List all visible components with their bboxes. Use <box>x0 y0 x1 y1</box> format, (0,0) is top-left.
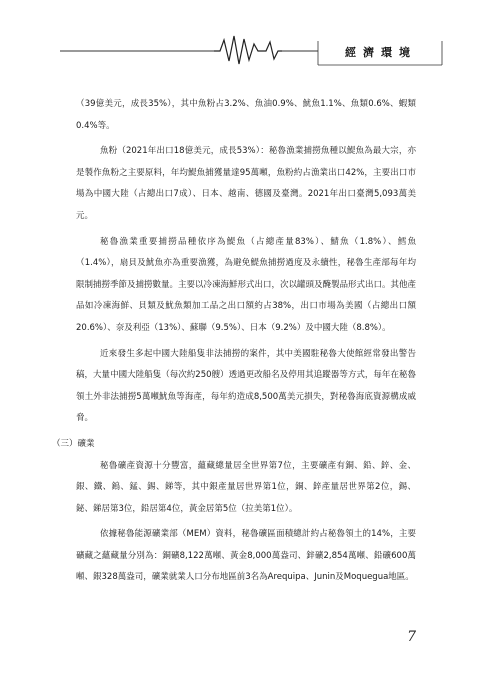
paragraph-fishery-exports: （39億美元，成長35%），其中魚粉占3.2%、魚油0.9%、魷魚1.1%、魚類0.6%、蝦類0.4%等。 <box>76 99 416 131</box>
header-title: 經濟環境 <box>345 46 417 59</box>
section-heading-mining: （三）礦業 <box>52 438 95 449</box>
paragraph-illegal-fishing: 近來發生多起中國大陸船隻非法捕撈的案件，其中美國駐秘魯大使館經常發出警告稿，大量中國大陸船隻（每次約250艘）透過更改船名及停用其追蹤器等方式，每年在秘魯領土外非法捕撈5萬噸魷魚等海產，每年約造成8,500萬美元損失，對秘魯海底資源構成威脅。 <box>76 348 416 424</box>
paragraph-fishing-species: 秘魯漁業重要捕撈品種依序為鯷魚（占總產量83%）、鯖魚（1.8%）、鱈魚（1.4%），扇貝及魷魚亦為重要漁獲，為避免鯷魚捕撈過度及永續性，秘魯生產部每年均限制捕撈季節及捕撈數量。主要以冷凍海鮮形式出口，次以罐頭及醃製品形式出口。其他產品如冷凍海鮮、貝類及魷魚類加工品之出口額約占38%，出口市場為美國（占總出口額20.6%）、奈及利亞（13%）、蘇聯（9.5%）、日本（9.2%）及中國大陸（8.8%）。 <box>76 236 417 333</box>
page-number: 7 <box>407 629 416 645</box>
paragraph-fishmeal: 魚粉（2021年出口18億美元，成長53%）：秘魯漁業捕撈魚種以鯷魚為最大宗，亦是製作魚粉之主要原料，年均鯷魚捕獲量達95萬噸，魚粉約占漁業出口42%，主要出口市場為中國大陸（占總出口7成）、日本、越南、德國及臺灣。2021年出口臺灣5,093萬美元。 <box>76 146 416 221</box>
paragraph-mining-reserves: 依據秘魯能源礦業部（MEM）資料，秘魯礦區面積總計約占秘魯領土的14%，主要礦藏之蘊藏量分別為：銅礦8,122萬噸、黃金8,000萬盎司、鋅礦2,854萬噸、鉛礦600萬噸、銀328萬盎司，礦業就業人口分布地區前3名為Arequipa、Junin及Moquegua地區。 <box>76 529 416 583</box>
paragraph-mineral-resources: 秘魯礦產資源十分豐富，蘊藏總量居全世界第7位，主要礦產有銅、鉛、鋅、金、銀、鐵、鎢、錳、錫、銻等，其中銀產量居世界第1位，銅、鋅產量居世界第2位，錫、鉍、銻居第3位，鉛居第4位，黃金居第5位（拉美第1位）。 <box>76 460 416 514</box>
page-header <box>0 30 480 70</box>
document-body <box>52 94 417 589</box>
